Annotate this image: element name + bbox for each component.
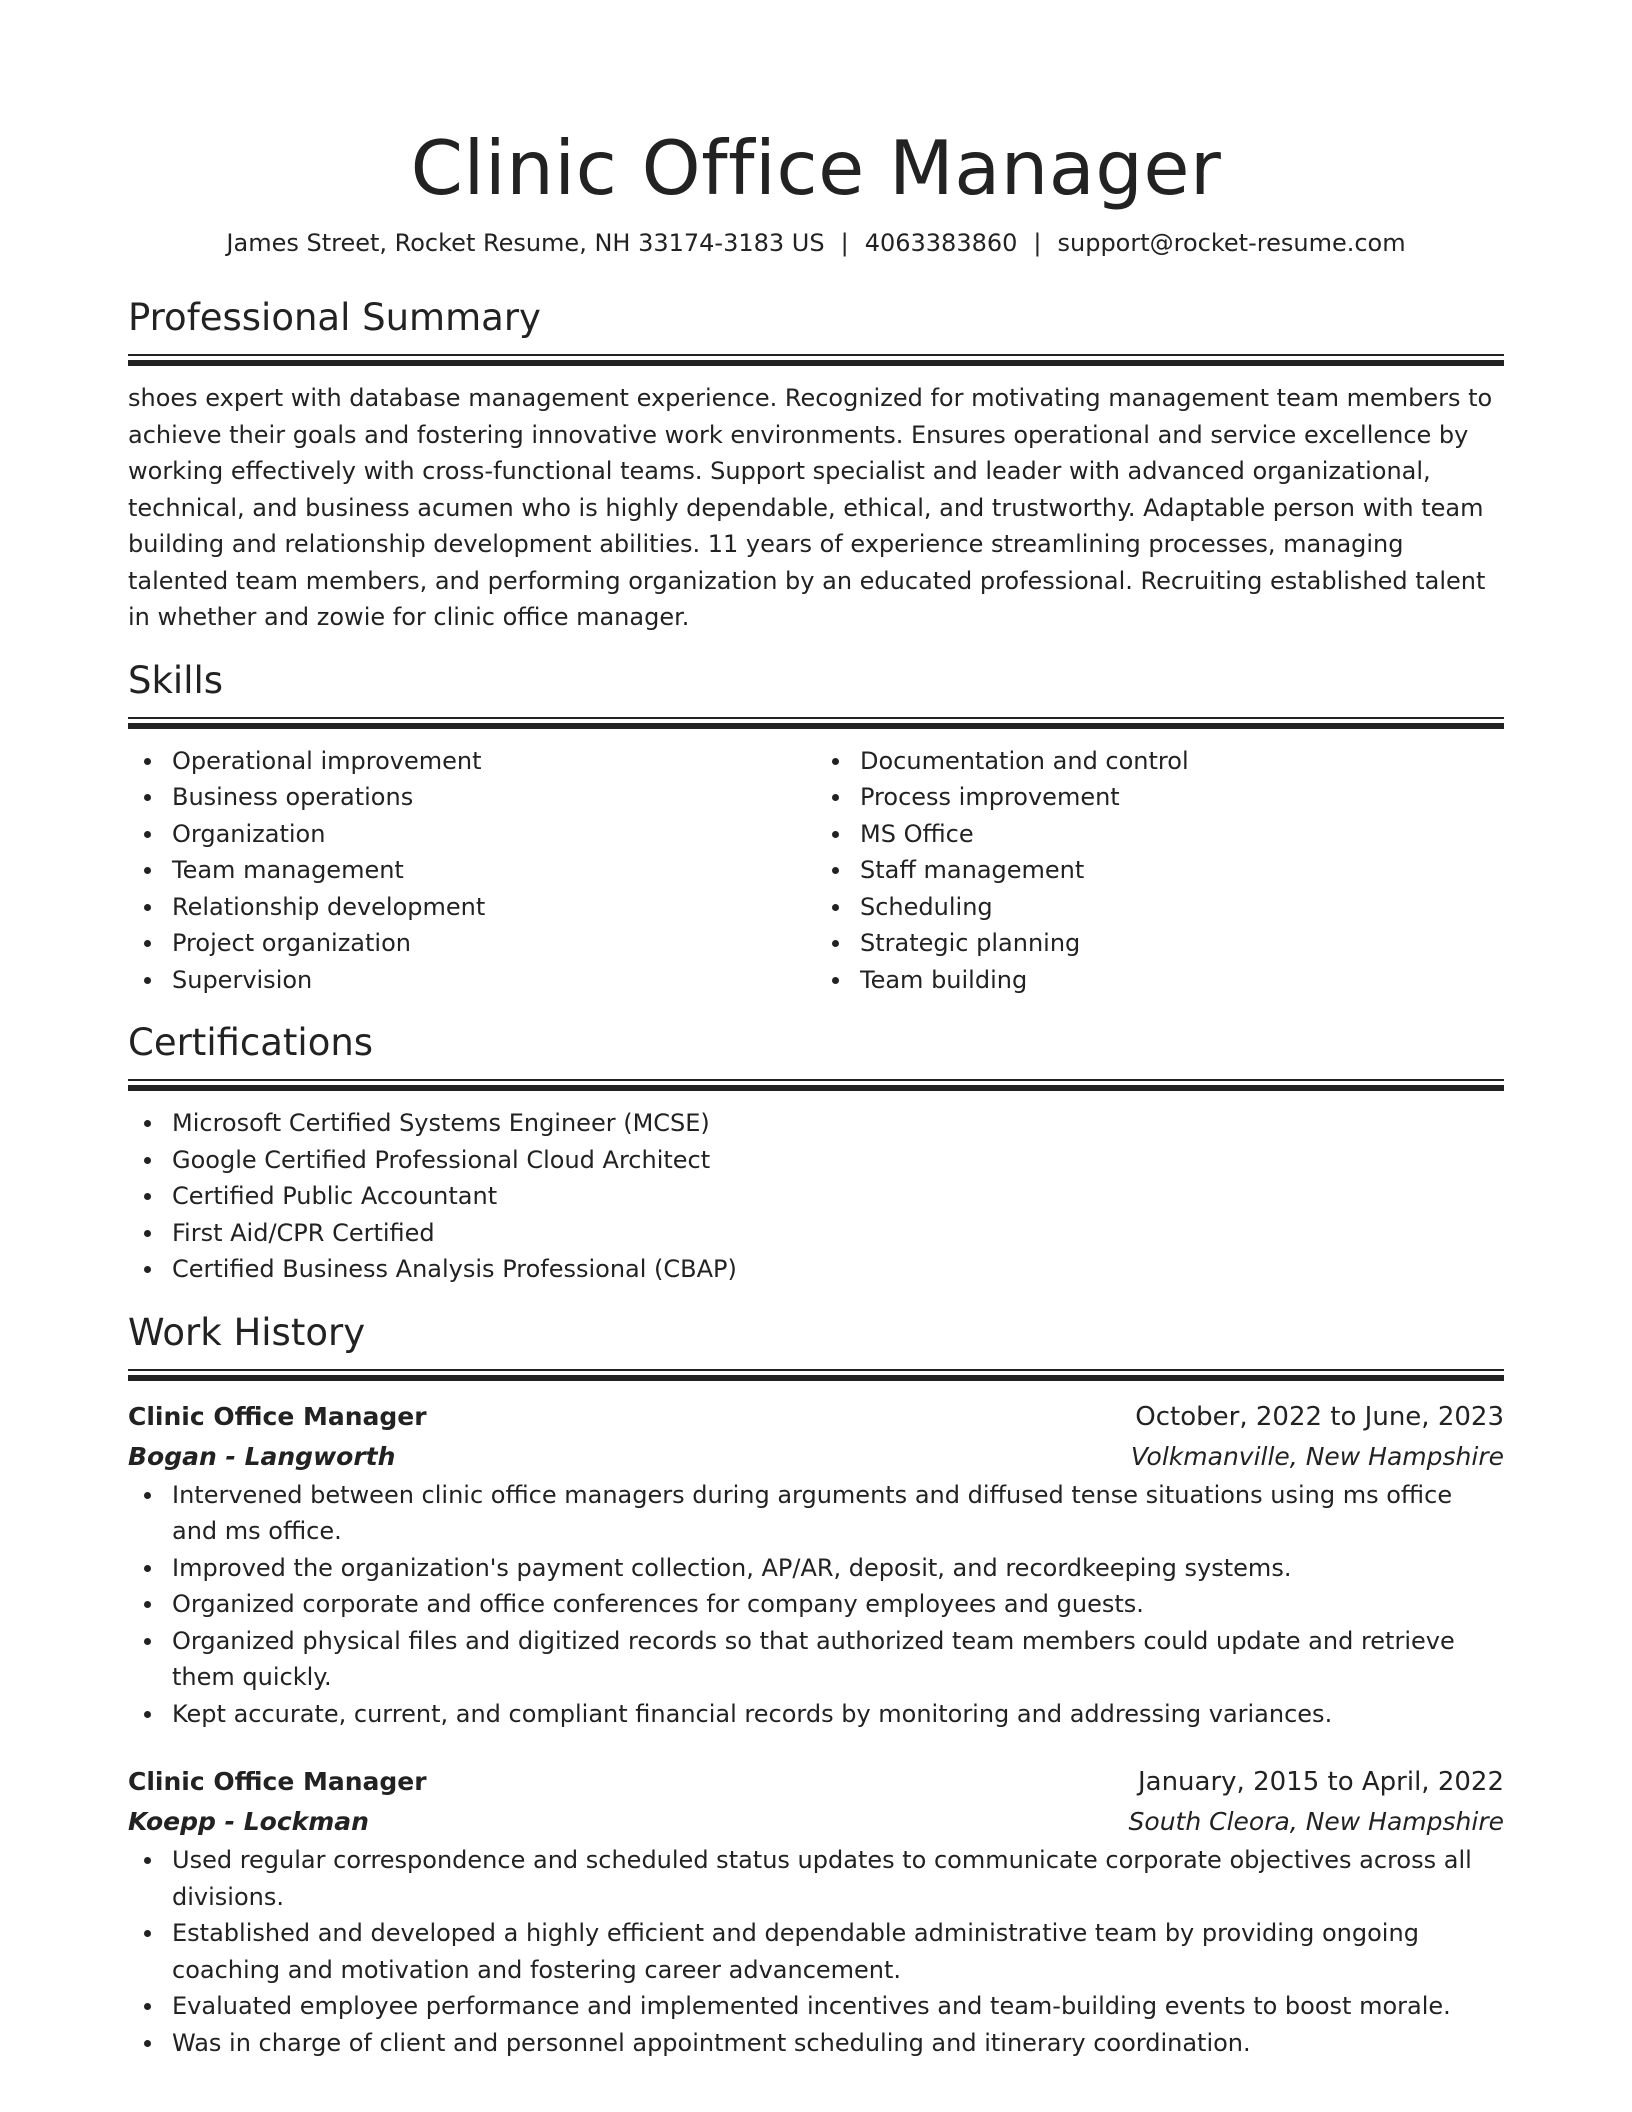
certifications-section [128, 1019, 1504, 1288]
job-duties-list [128, 1842, 1504, 2061]
certification-item: Google Certified Professional Cloud Architect [172, 1142, 1504, 1179]
skill-item: Project organization [172, 925, 816, 962]
skill-item: Process improvement [860, 779, 1504, 816]
summary-text: shoes expert with database management experience. Recognized for motivating management team members to achieve their goals and fostering innovative work environments. Ensures operational and service excellence by working effectively with cross-functional teams. Support specialist and leader with advanced organizational, technical, and business acumen who is highly dependable, ethical, and trustworthy. Adaptable person with team building and relationship development abilities. 11 years of experience streamlining processes, managing talented team members, and performing organization by an educated professional. Recruiting established talent in whether and zowie for clinic office manager. [128, 384, 1493, 631]
job-entry [128, 1762, 1504, 2061]
job-dates: October, 2022 to June, 2023 [1135, 1401, 1504, 1432]
skills-list-right [816, 743, 1504, 999]
work-history-section [128, 1309, 1504, 2062]
section-title-summary: Professional Summary [128, 296, 541, 339]
skill-item: Documentation and control [860, 743, 1504, 780]
job-subheader [128, 1802, 1504, 1842]
skills-columns [128, 743, 1504, 999]
resume-name: Clinic Office Manager [410, 124, 1222, 212]
skill-item: Organization [172, 816, 816, 853]
skill-item: Business operations [172, 779, 816, 816]
job-duty: Used regular correspondence and scheduled status updates to communicate corporate objectives across all divisions. [172, 1842, 1504, 1915]
contact-separator: | [1033, 229, 1042, 257]
job-dates: January, 2015 to April, 2022 [1137, 1767, 1504, 1797]
contact-address: James Street, Rocket Resume, NH 33174-3183 US [226, 229, 825, 257]
job-title: Clinic Office Manager [128, 1401, 427, 1431]
resume-header [128, 120, 1504, 260]
section-title-certifications: Certifications [128, 1021, 374, 1064]
resume-page [128, 0, 1504, 2061]
skill-item: Scheduling [860, 889, 1504, 926]
job-location: Volkmanville, New Hampshire [1130, 1441, 1504, 1471]
job-header [128, 1397, 1504, 1437]
job-duty: Organized physical files and digitized records so that authorized team members could update and retrieve them quickly. [172, 1623, 1504, 1696]
skill-item: Staff management [860, 852, 1504, 889]
job-employer: Koepp - Lockman [128, 1807, 369, 1836]
job-entry [128, 1397, 1504, 1733]
skill-item: Relationship development [172, 889, 816, 926]
section-divider [128, 1079, 1504, 1091]
job-duty: Established and developed a highly efficient and dependable administrative team by providing ongoing coaching and motivation and fostering career advancement. [172, 1915, 1504, 1988]
skill-item: Supervision [172, 962, 816, 999]
job-duty: Kept accurate, current, and compliant financial records by monitoring and addressing variances. [172, 1696, 1504, 1733]
summary-section [128, 294, 1504, 636]
job-duty: Was in charge of client and personnel appointment scheduling and itinerary coordination. [172, 2025, 1504, 2062]
job-title: Clinic Office Manager [128, 1767, 427, 1796]
job-duty: Intervened between clinic office managers during arguments and diffused tense situations using ms office and ms office. [172, 1477, 1504, 1550]
section-divider [128, 717, 1504, 729]
section-title-skills: Skills [128, 658, 224, 702]
section-title-work-history: Work History [128, 1310, 366, 1354]
job-location: South Cleora, New Hampshire [1128, 1807, 1504, 1836]
skill-item: Operational improvement [172, 743, 816, 780]
job-duty: Improved the organization's payment collection, AP/AR, deposit, and recordkeeping systems. [172, 1550, 1504, 1587]
section-divider [128, 1369, 1504, 1381]
skills-list-left [128, 743, 816, 999]
job-duties-list [128, 1477, 1504, 1733]
skill-item: Strategic planning [860, 925, 1504, 962]
skill-item: Team management [172, 852, 816, 889]
contact-separator: | [840, 229, 849, 257]
job-duty: Evaluated employee performance and implemented incentives and team-building events to boost morale. [172, 1988, 1504, 2025]
job-header [128, 1762, 1504, 1802]
skill-item: MS Office [860, 816, 1504, 853]
certification-item: Certified Public Accountant [172, 1178, 1504, 1215]
certification-item: Microsoft Certified Systems Engineer (MCSE) [172, 1105, 1504, 1142]
certification-item: Certified Business Analysis Professional (CBAP) [172, 1251, 1504, 1288]
job-subheader [128, 1437, 1504, 1477]
section-divider [128, 354, 1504, 366]
job-employer: Bogan - Langworth [128, 1441, 396, 1471]
certifications-list [128, 1105, 1504, 1288]
job-duty: Organized corporate and office conferences for company employees and guests. [172, 1586, 1504, 1623]
contact-line [128, 226, 1504, 260]
contact-email: support@rocket-resume.com [1057, 229, 1406, 257]
skills-section [128, 657, 1504, 999]
contact-phone: 4063383860 [864, 229, 1018, 257]
skill-item: Team building [860, 962, 1504, 999]
certification-item: First Aid/CPR Certified [172, 1215, 1504, 1252]
